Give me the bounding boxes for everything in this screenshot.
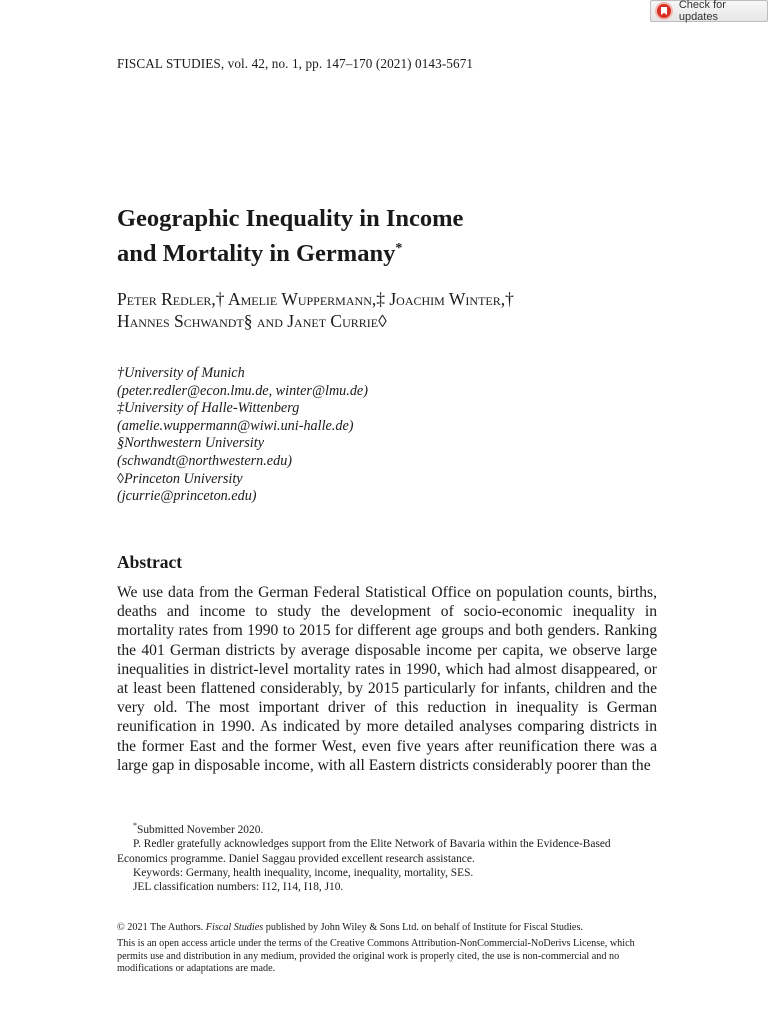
abstract-heading: Abstract (117, 552, 183, 572)
journal-name: Fiscal Studies (205, 922, 264, 933)
authors-line-2: Hannes Schwandt§ and Janet Currie◊ (117, 311, 387, 331)
article-title (117, 204, 677, 269)
abstract-text: We use data from the German Federal Statistical Office on population counts, births, deaths and income to study the development of socio-economic inequality in mortality rates from 1990 to 2015 for different age groups and both genders. Ranking the 401 German districts by average disposable income per capita, we observe large inequalities in district-level mortality rates in 1990, which had almost disappeared, or at least been flattened considerably, by 2015 particularly for infants, children and the very old. The most important driver of this reduction in inequality is German reunification in 1990. As indicated by more detailed analyses comparing districts in the former East and the former West, even five years after reunification there was a large gap in disposable income, with all Eastern districts considerably poorer than the (117, 584, 657, 774)
footnote-keywords: Keywords: Germany, health inequality, income, inequality, mortality, SES. (133, 867, 474, 880)
title-line-1: Geographic Inequality in Income (117, 205, 464, 232)
affiliations (117, 365, 368, 506)
copyright-line (117, 922, 657, 935)
affiliation-email-line: (amelie.wuppermann@wiwi.uni-halle.de) (117, 417, 354, 434)
title-footnote-mark: * (395, 241, 403, 256)
copyright-suffix: published by John Wiley & Sons Ltd. on behalf of Institute for Fiscal Studies. (263, 922, 583, 933)
footnote-mark: * (133, 821, 137, 830)
footnote-submitted (117, 819, 657, 837)
affiliation-email-line: (peter.redler@econ.lmu.de, winter@lmu.de) (117, 382, 368, 399)
footnote-acknowledgement: P. Redler gratefully acknowledges support from the Elite Network of Bavaria within the Evidence-Based Economics programme. Daniel Saggau provided excellent research assistance. (117, 838, 611, 865)
affiliation-line: ‡University of Halle-Wittenberg (117, 400, 300, 417)
copyright-prefix: © 2021 The Authors. (117, 922, 206, 933)
affiliation-email-line: (schwandt@northwestern.edu) (117, 452, 293, 469)
title-line-2: and Mortality in Germany (117, 240, 396, 268)
footnotes (117, 819, 657, 895)
author-list (117, 288, 677, 332)
authors-line-1: Peter Redler,† Amelie Wuppermann,‡ Joachim Winter,† (117, 289, 514, 309)
crossmark-icon (657, 4, 671, 18)
journal-citation: FISCAL STUDIES, vol. 42, no. 1, pp. 147–170 (2021) 0143-5671 (117, 56, 474, 71)
check-for-updates-label: Check for updates (678, 0, 726, 23)
affiliation-line: §Northwestern University (117, 435, 264, 452)
check-for-updates-button[interactable] (650, 0, 768, 22)
copyright-notice (117, 922, 657, 979)
footnote-jel: JEL classification numbers: I12, I14, I18, J10. (133, 881, 344, 894)
affiliation-line: †University of Munich (117, 365, 245, 381)
affiliation-email-line: (jcurrie@princeton.edu) (117, 488, 257, 505)
license-text: This is an open access article under the terms of the Creative Commons Attribution-NonCommercial-NoDerivs License, which permits use and distribution in any medium, provided the original work is properly cited, the use is non-commercial and no modifications or adaptations are made. (117, 937, 635, 975)
affiliation-line: ◊Princeton University (117, 470, 243, 487)
submitted-text: Submitted November 2020. (137, 823, 264, 836)
